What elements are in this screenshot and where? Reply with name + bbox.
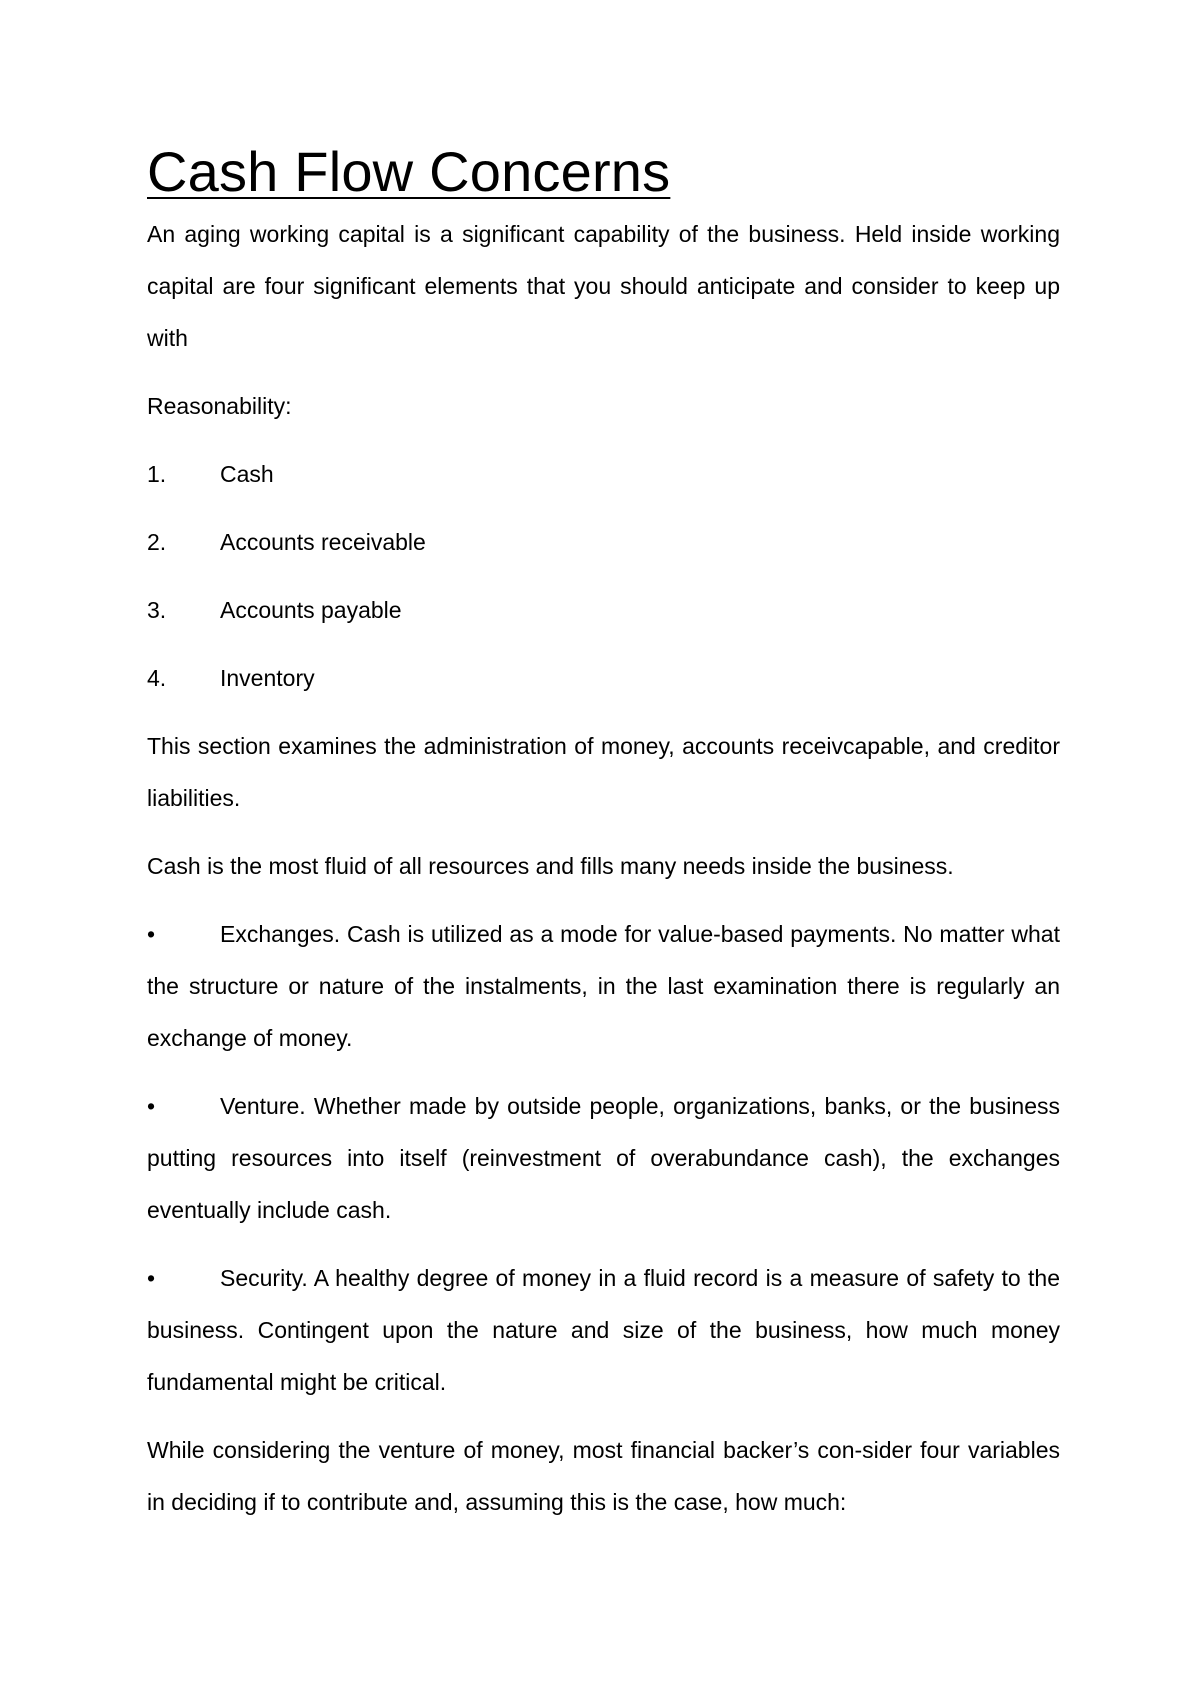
list-item-label: Inventory xyxy=(220,665,315,691)
list-item-number: 2. xyxy=(147,529,167,555)
list-item-number: 1. xyxy=(147,461,167,487)
bullet-paragraph-venture xyxy=(147,1080,1060,1236)
list-item xyxy=(147,584,1060,636)
bullet-icon: • xyxy=(147,921,156,947)
list-item-label: Cash xyxy=(220,461,274,487)
list-item-number: 4. xyxy=(147,665,167,691)
intro-paragraph: An aging working capital is a significant capability of the business. Held inside working capital are four significant elements that you should anticipate and consider to keep up with xyxy=(147,221,1060,351)
list-item xyxy=(147,448,1060,500)
bullet-paragraph-exchanges xyxy=(147,908,1060,1064)
list-item-label: Accounts payable xyxy=(220,597,402,623)
bullet-text: Exchanges. Cash is utilized as a mode for value-based payments. No matter what the structure or nature of the instalments, in the last examination there is regularly an exchange of money. xyxy=(147,921,1060,1051)
document-page xyxy=(147,140,1060,1544)
list-item-label: Accounts receivable xyxy=(220,529,426,555)
list-item-number: 3. xyxy=(147,597,167,623)
closing-paragraph: While considering the venture of money, most financial backer’s con-sider four variables in deciding if to contribute and, assuming this is the case, how much: xyxy=(147,1437,1060,1515)
section-paragraph: This section examines the administration of money, accounts receivcapable, and creditor liabilities. xyxy=(147,733,1060,811)
bullet-icon: • xyxy=(147,1265,156,1291)
bullet-paragraph-security xyxy=(147,1252,1060,1408)
reasonability-label: Reasonability: xyxy=(147,393,292,419)
list-item xyxy=(147,516,1060,568)
bullet-text: Venture. Whether made by outside people, organizations, banks, or the business putting resources into itself (reinvestment of overabundance cash), the exchanges eventually include cash. xyxy=(147,1093,1060,1223)
bullet-text: Security. A healthy degree of money in a fluid record is a measure of safety to the business. Contingent upon the nature and size of the business, how much money fundamental might be critical. xyxy=(147,1265,1060,1395)
page-title: Cash Flow Concerns xyxy=(147,140,671,203)
list-item xyxy=(147,652,1060,704)
bullet-icon: • xyxy=(147,1093,156,1119)
cash-paragraph: Cash is the most fluid of all resources and fills many needs inside the business. xyxy=(147,853,954,879)
